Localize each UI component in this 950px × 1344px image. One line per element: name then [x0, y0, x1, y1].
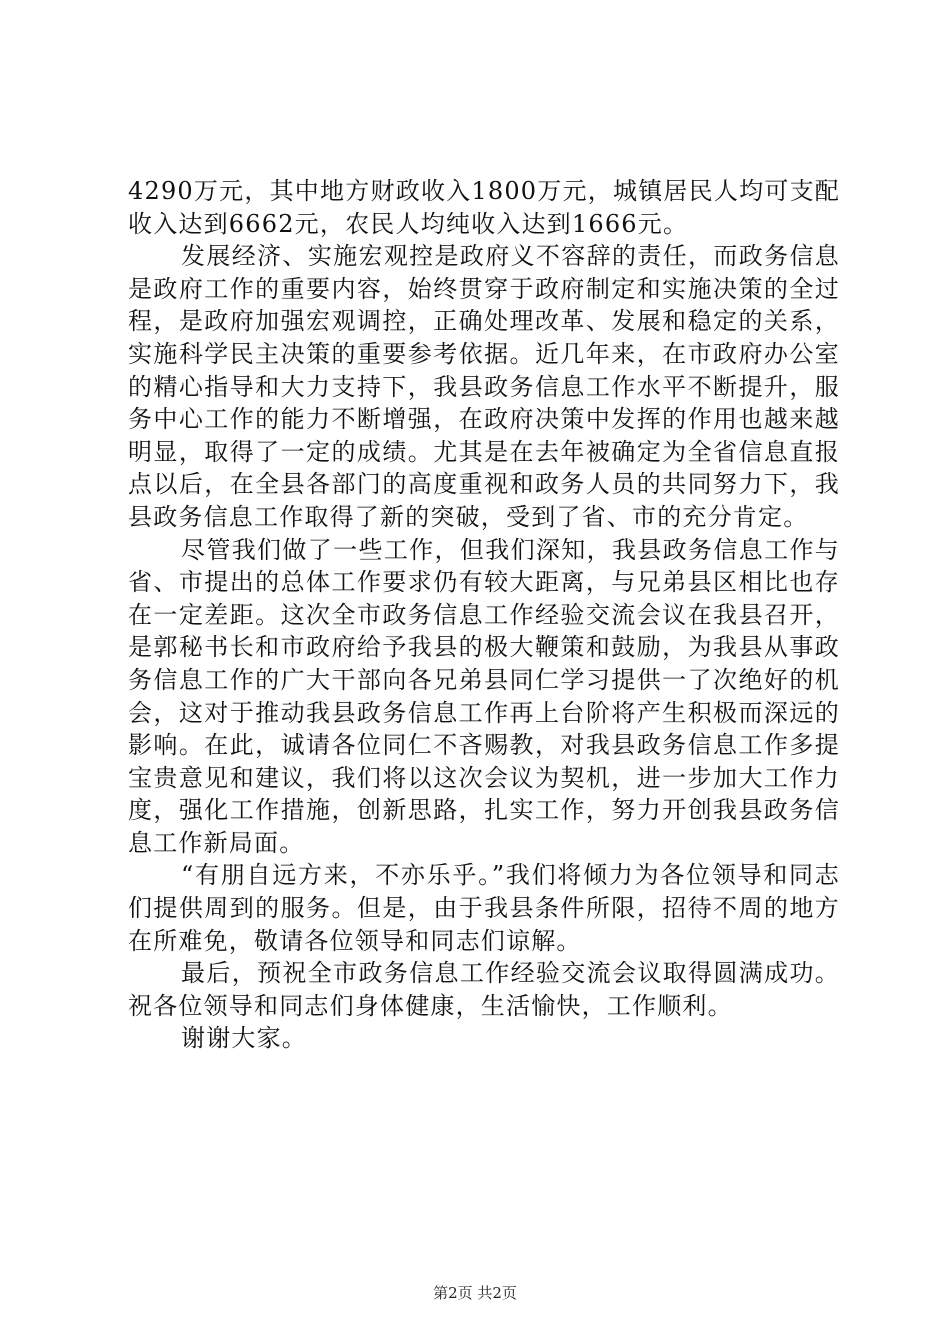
document-body — [128, 175, 840, 1055]
paragraph-gaps-and-gratitude: 尽管我们做了一些工作，但我们深知，我县政务信息工作与省、市提出的总体工作要求仍有较大距离，与兄弟县区相比也存在一定差距。这次全市政务信息工作经验交流会议在我县召开，是郭秘书长和市政府给予我县的极大鞭策和鼓励，为我县从事政务信息工作的广大干部向各兄弟县同仁学习提供一了次绝好的机会，这对于推动我县政务信息工作再上台阶将产生积极而深远的影响。在此，诚请各位同仁不吝赐教，对我县政务信息工作多提宝贵意见和建议，我们将以这次会议为契机，进一步加大工作力度，强化工作措施，创新思路，扎实工作，努力开创我县政务信息工作新局面。 — [128, 535, 840, 857]
paragraph-thanks: 谢谢大家。 — [181, 1024, 307, 1053]
paragraph-welcome: “有朋自远方来，不亦乐乎。”我们将倾力为各位领导和同志们提供周到的服务。但是，由于我县条件所限，招待不周的地方在所难免，敬请各位领导和同志们谅解。 — [128, 861, 840, 955]
paragraph-closing-wishes: 最后，预祝全市政务信息工作经验交流会议取得圆满成功。祝各位领导和同志们身体健康，生活愉快，工作顺利。 — [128, 959, 840, 1020]
page-number-footer: 第2页 共2页 — [433, 1284, 517, 1302]
paragraph-continuation: 4290万元，其中地方财政收入1800万元，城镇居民人均可支配收入达到6662元，农民人均纯收入达到1666元。 — [128, 177, 840, 238]
paragraph-economic-development: 发展经济、实施宏观控是政府义不容辞的责任，而政务信息是政府工作的重要内容，始终贯穿于政府制定和实施决策的全过程，是政府加强宏观调控，正确处理改革、发展和稳定的关系，实施科学民主决策的重要参考依据。近几年来，在市政府办公室的精心指导和大力支持下，我县政务信息工作水平不断提升，服务中心工作的能力不断增强，在政府决策中发挥的作用也越来越明显，取得了一定的成绩。尤其是在去年被确定为全省信息直报点以后，在全县各部门的高度重视和政务人员的共同努力下，我县政务信息工作取得了新的突破，受到了省、市的充分肯定。 — [128, 242, 840, 531]
